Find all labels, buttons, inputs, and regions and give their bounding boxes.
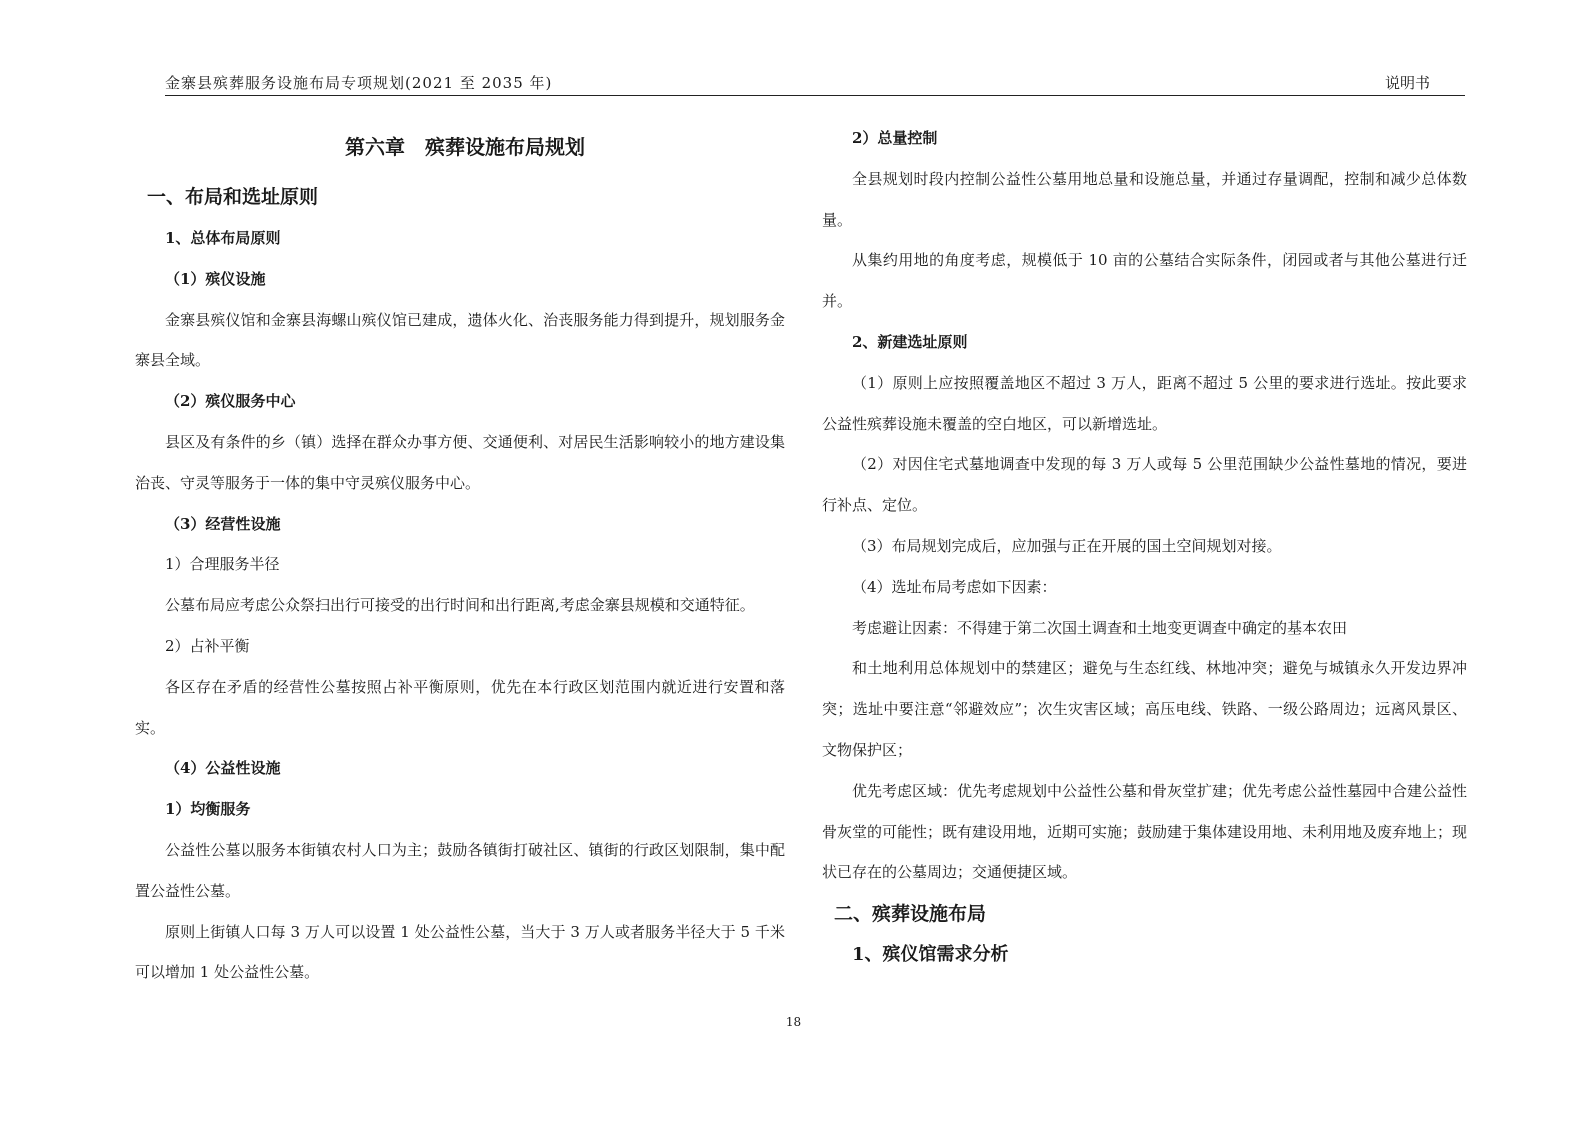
heading-public-facilities: （4）公益性设施 — [165, 759, 281, 778]
subsection-heading-demand-analysis: 1、殡仪馆需求分析 — [852, 944, 1009, 966]
paragraph: 优先考虑区域：优先考虑规划中公益性公墓和骨灰堂扩建；优先考虑公益性墓园中合建公益性骨灰堂的可能性；既有建设用地，近期可实施；鼓励建于集体建设用地、未利用地及废弃地上；现状已存在的公墓周边；交通便捷区域。 — [822, 781, 1468, 882]
paragraph: 从集约用地的角度考虑，规模低于 10 亩的公墓结合实际条件，闭园或者与其他公墓进行迁并。 — [822, 251, 1467, 311]
chapter-title: 第六章 殡葬设施布局规划 — [345, 135, 585, 159]
heading-funeral-facilities: （1）殡仪设施 — [165, 269, 266, 288]
sub-item-total-control: 2）总量控制 — [852, 129, 938, 147]
sub-item-service-radius: 1）合理服务半径 — [165, 555, 280, 574]
document-title: 金寨县殡葬服务设施布局专项规划(2021 至 2035 年) — [165, 74, 553, 92]
right-column — [822, 118, 1467, 976]
paragraph: 各区存在矛盾的经营性公墓按照占补平衡原则，优先在本行政区划范围内就近进行安置和落实。 — [135, 677, 785, 737]
heading-funeral-service-center: （2）殡仪服务中心 — [165, 392, 296, 411]
paragraph: （4）选址布局考虑如下因素： — [852, 577, 1057, 596]
paragraph: 考虑避让因素：不得建于第二次国土调查和土地变更调查中确定的基本农田 — [852, 618, 1348, 637]
paragraph: 原则上街镇人口每 3 万人可以设置 1 处公益性公墓，当大于 3 万人或者服务半径大于 5 千米可以增加 1 处公益性公墓。 — [135, 922, 785, 982]
header-divider — [165, 95, 1465, 96]
left-column — [135, 118, 785, 993]
page-header — [165, 72, 1465, 96]
heading-commercial-facilities: （3）经营性设施 — [165, 514, 281, 533]
paragraph: 全县规划时段内控制公益性公墓用地总量和设施总量，并通过存量调配，控制和减少总体数量。 — [822, 169, 1467, 229]
subsection-heading-overall-principles: 1、总体布局原则 — [165, 229, 281, 247]
paragraph: 公益性公墓以服务本街镇农村人口为主；鼓励各镇街打破社区、镇街的行政区划限制，集中配置公益性公墓。 — [135, 840, 785, 900]
paragraph: 县区及有条件的乡（镇）选择在群众办事方便、交通便利、对居民生活影响较小的地方建设集治丧、守灵等服务于一体的集中守灵殡仪服务中心。 — [135, 432, 785, 492]
paragraph: 公墓布局应考虑公众祭扫出行可接受的出行时间和出行距离,考虑金寨县规模和交通特征。 — [165, 596, 755, 615]
paragraph: （2）对因住宅式墓地调查中发现的每 3 万人或每 5 公里范围缺少公益性墓地的情况，要进行补点、定位。 — [822, 455, 1467, 515]
sub-item-balance: 2）占补平衡 — [165, 636, 250, 655]
paragraph: 金寨县殡仪馆和金寨县海螺山殡仪馆已建成，遗体火化、治丧服务能力得到提升，规划服务金寨县全域。 — [135, 310, 785, 370]
sub-item-balanced-service: 1）均衡服务 — [165, 800, 251, 819]
paragraph: 和土地利用总体规划中的禁建区；避免与生态红线、林地冲突；避免与城镇永久开发边界冲突；选址中要注意“邻避效应”；次生灾害区域；高压电线、铁路、一级公路周边；远离风景区、文物保护区； — [822, 659, 1467, 759]
paragraph: （3）布局规划完成后，应加强与正在开展的国土空间规划对接。 — [852, 536, 1282, 555]
document-type: 说明书 — [1384, 74, 1430, 92]
paragraph: （1）原则上应按照覆盖地区不超过 3 万人，距离不超过 5 公里的要求进行选址。按此要求公益性殡葬设施未覆盖的空白地区，可以新增选址。 — [822, 373, 1467, 433]
section-heading-facility-layout: 二、殡葬设施布局 — [834, 903, 987, 926]
page-number: 18 — [785, 1015, 802, 1029]
section-heading-layout-principles: 一、布局和选址原则 — [147, 186, 319, 208]
subsection-heading-new-site-principles: 2、新建选址原则 — [852, 332, 968, 351]
